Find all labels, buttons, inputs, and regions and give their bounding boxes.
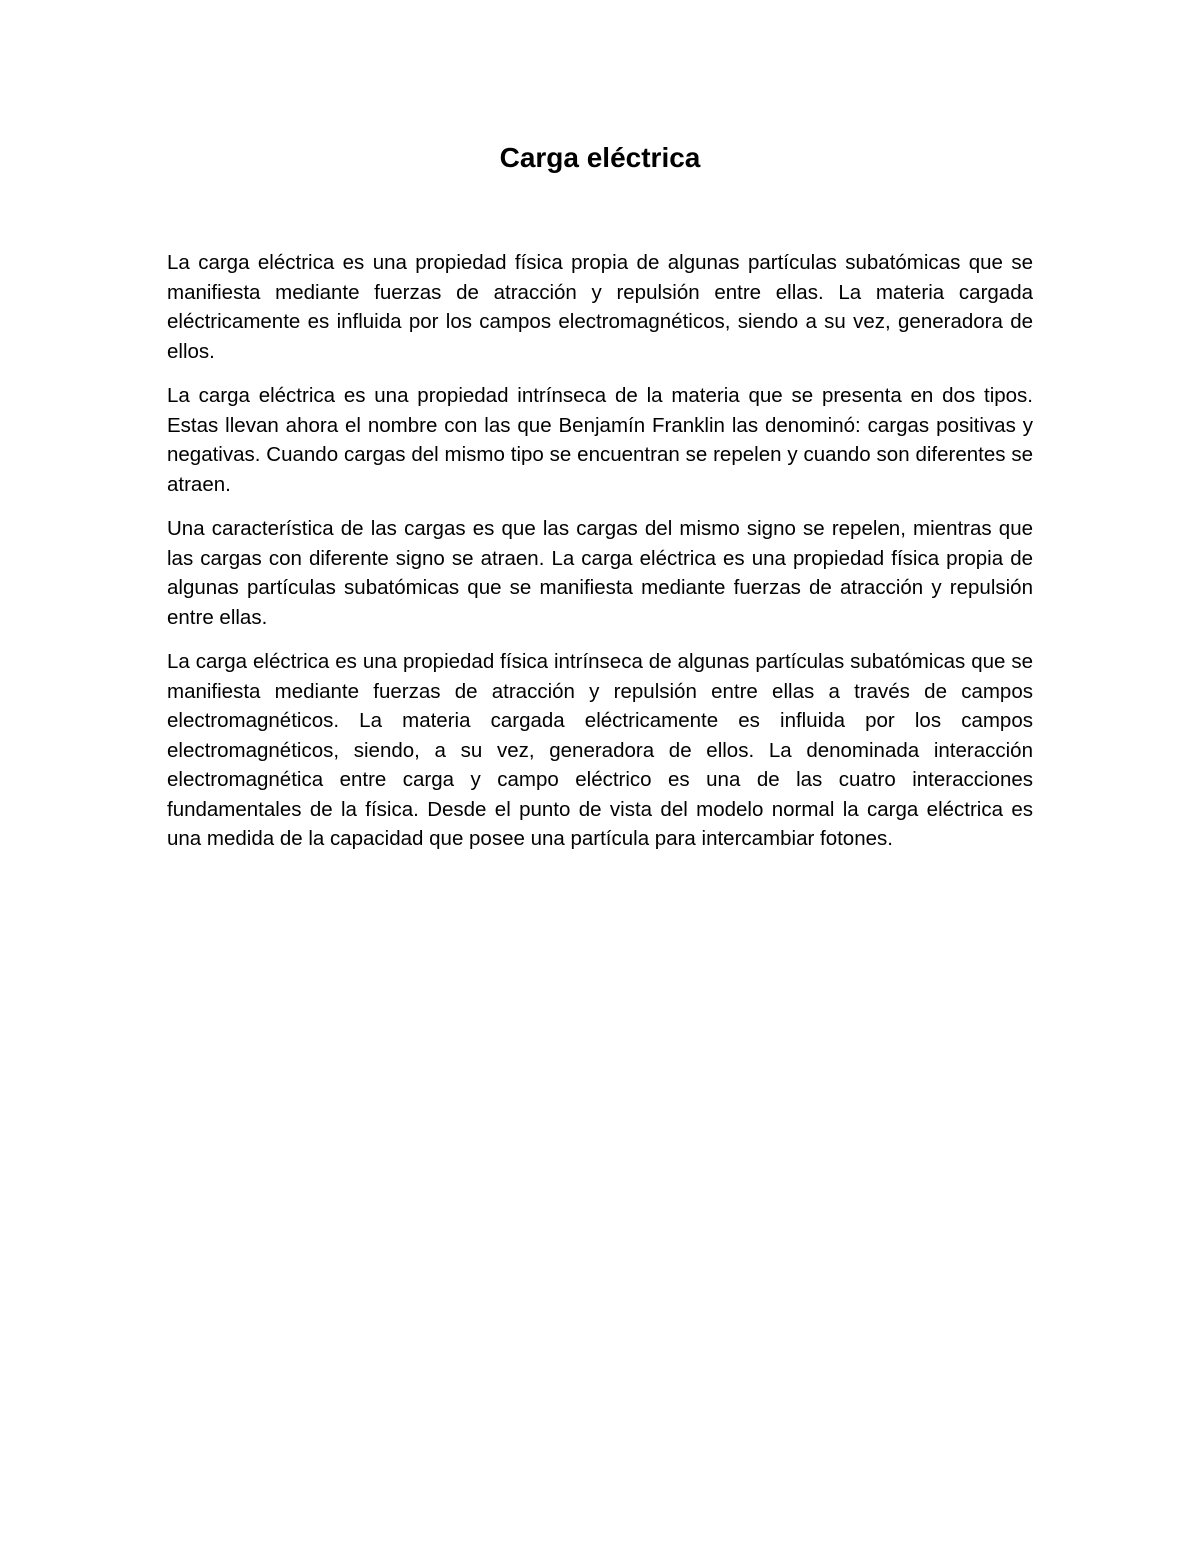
paragraph-3: Una característica de las cargas es que las cargas del mismo signo se repelen, mientras que las cargas con diferente signo se atraen. La carga eléctrica es una propiedad física propia de algunas partículas subatómicas que se manifiesta mediante fuerzas de atracción y repulsión entre ellas. [167,517,1033,629]
document-title: Carga eléctrica [499,142,701,173]
document-body [167,248,1033,869]
paragraph-4: La carga eléctrica es una propiedad física intrínseca de algunas partículas subatómicas que se manifiesta mediante fuerzas de atracción y repulsión entre ellas a través de campos electromagnéticos. La materia cargada eléctricamente es influida por los campos electromagnéticos, siendo, a su vez, generadora de ellos. La denominada interacción electromagnética entre carga y campo eléctrico es una de las cuatro interacciones fundamentales de la física. Desde el punto de vista del modelo normal la carga eléctrica es una medida de la capacidad que posee una partícula para intercambiar fotones. [167,650,1033,850]
paragraph-1: La carga eléctrica es una propiedad física propia de algunas partículas subatómicas que se manifiesta mediante fuerzas de atracción y repulsión entre ellas. La materia cargada eléctricamente es influida por los campos electromagnéticos, siendo a su vez, generadora de ellos. [167,251,1033,363]
paragraph-2: La carga eléctrica es una propiedad intrínseca de la materia que se presenta en dos tipos. Estas llevan ahora el nombre con las que Benjamín Franklin las denominó: cargas positivas y negativas. Cuando cargas del mismo tipo se encuentran se repelen y cuando son diferentes se atraen. [167,384,1033,496]
